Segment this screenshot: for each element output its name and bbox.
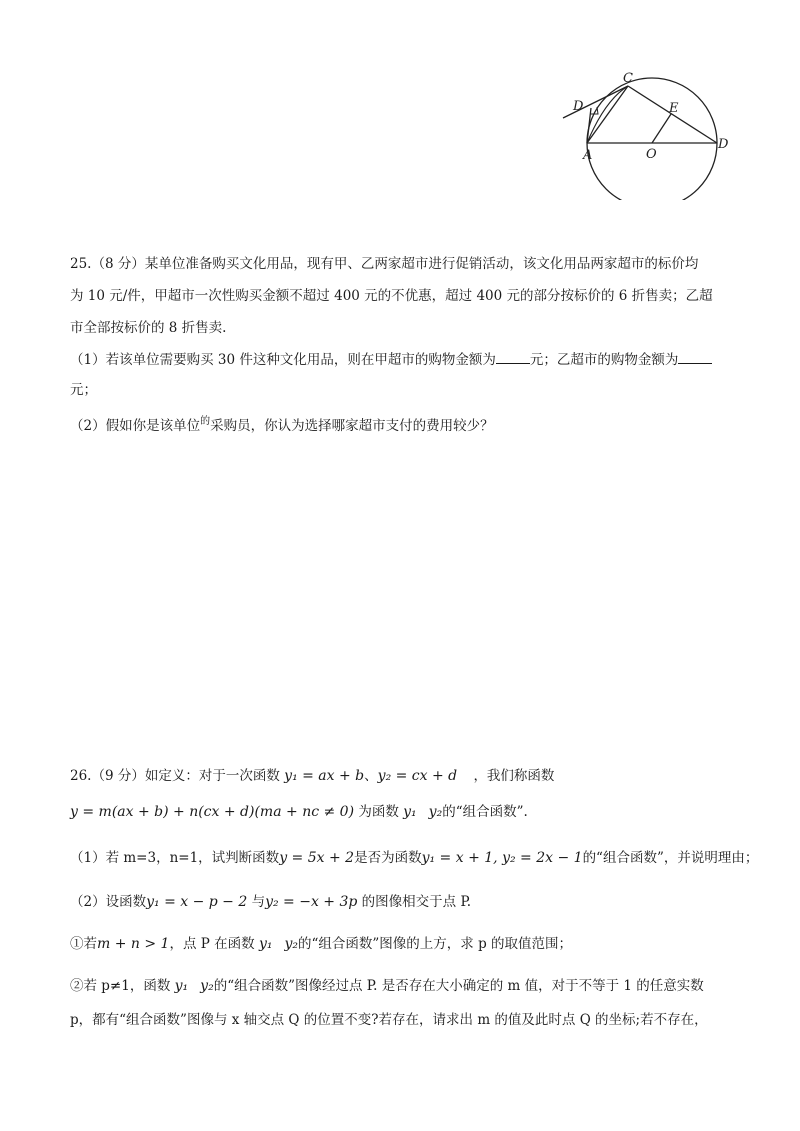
q25-part1-text-b: 元；乙超市的购物金额为 bbox=[529, 352, 679, 368]
q26-line1-text-b: ，我们称函数 bbox=[473, 768, 555, 784]
q25-part2 bbox=[70, 414, 750, 434]
q25-line3: 市全部按标价的 8 折售卖. bbox=[70, 320, 227, 336]
circle-geometry-figure bbox=[545, 70, 745, 200]
q26-part1-text-b: 是否为函数 bbox=[354, 850, 422, 866]
q25-part2-text-a: （2）假如你是该单位 bbox=[70, 418, 201, 434]
q26-line2-text-a: 为函数 bbox=[358, 804, 399, 820]
q26-line2-y1: y₁ bbox=[403, 804, 417, 820]
q26-part2-text-c: 的图像相交于点 P. bbox=[361, 894, 472, 910]
segment-oe bbox=[652, 114, 671, 143]
q25-part1-cont: 元； bbox=[70, 382, 97, 398]
q25-part2-sup: 的 bbox=[200, 416, 211, 427]
q26-combined-func: y = m(ax + b) + n(cx + d)(ma + nc ≠ 0) bbox=[70, 804, 355, 820]
q26-c1-text-c: 的“组合函数”图像的上方，求 p 的取值范围； bbox=[298, 936, 573, 952]
label-c: C bbox=[623, 71, 633, 86]
q26-part2-func1: y₁ = x − p − 2 bbox=[146, 894, 248, 910]
q26-part2-text-a: （2）设函数 bbox=[70, 894, 147, 910]
label-d-right: D bbox=[718, 137, 729, 152]
q26-line2-y2: y₂ bbox=[428, 804, 443, 820]
q26-part1-func: y = 5x + 2 bbox=[279, 850, 355, 866]
q26-c2-y1: y₁ bbox=[174, 978, 189, 994]
q26-func-y1: y₁ = ax + b bbox=[284, 768, 365, 784]
q26-c2-text-a: ②若 p≠1，函数 bbox=[70, 978, 171, 994]
q25-part1 bbox=[70, 348, 750, 368]
q26-condition2 bbox=[70, 974, 750, 994]
q26-part2-func2: y₂ = −x + 3p bbox=[265, 894, 358, 910]
q25-part1-text-a: （1）若该单位需要购买 30 件这种文化用品，则在甲超市的购物金额为 bbox=[70, 352, 496, 368]
label-e: E bbox=[669, 101, 679, 116]
q26-part1 bbox=[70, 846, 759, 866]
q25-part2-text-b: 采购员，你认为选择哪家超市支付的费用较少？ bbox=[210, 418, 494, 434]
q26-c1-text-a: ①若 bbox=[70, 936, 97, 952]
answer-blank-yi[interactable] bbox=[678, 351, 712, 364]
q26-condition2-cont: p，都有“组合函数”图像与 x 轴交点 Q 的位置不变?若存在，请求出 m 的值及此时点 Q 的坐标;若不存在， bbox=[70, 1012, 708, 1028]
q26-c2-text-b: 的“组合函数”图像经过点 P. 是否存在大小确定的 m 值，对于不等于 1 的任意实数 bbox=[213, 978, 704, 994]
q26-condition1 bbox=[70, 932, 750, 952]
q26-func-y2: y₂ = cx + d bbox=[377, 768, 458, 784]
label-d-left: D bbox=[573, 99, 584, 114]
q26-line1-sep: 、 bbox=[364, 768, 378, 784]
q26-c1-text-b: ，点 P 在函数 bbox=[169, 936, 255, 952]
label-o: O bbox=[646, 147, 657, 162]
q26-line1-text-a: 26.（9 分）如定义：对于一次函数 bbox=[70, 768, 280, 784]
q26-line2-text-b: 的“组合函数”. bbox=[442, 804, 528, 820]
q25-line1: 25.（8 分）某单位准备购买文化用品，现有甲、乙两家超市进行促销活动，该文化用品两家超市的标价均 bbox=[70, 256, 699, 272]
q26-c1-y1: y₁ bbox=[258, 936, 273, 952]
q26-c1-math: m + n > 1 bbox=[97, 936, 170, 952]
answer-blank-jia[interactable] bbox=[496, 351, 530, 364]
q26-part2 bbox=[70, 890, 750, 910]
q26-line2 bbox=[70, 800, 750, 820]
q26-line1 bbox=[70, 764, 750, 784]
q26-part1-text-a: （1）若 m=3，n=1，试判断函数 bbox=[70, 850, 280, 866]
q26-c2-y2: y₂ bbox=[200, 978, 214, 994]
q25-line2: 为 10 元/件，甲超市一次性购买金额不超过 400 元的不优惠，超过 400 元的部分按标价的 6 折售卖；乙超 bbox=[70, 288, 713, 304]
q26-part2-text-b: 与 bbox=[251, 894, 266, 910]
q26-part1-funcs: y₁ = x + 1, y₂ = 2x − 1 bbox=[421, 850, 583, 866]
q26-part1-text-c: 的“组合函数”，并说明理由； bbox=[582, 850, 759, 866]
q26-c1-y2: y₂ bbox=[284, 936, 298, 952]
label-a: A bbox=[583, 148, 593, 163]
